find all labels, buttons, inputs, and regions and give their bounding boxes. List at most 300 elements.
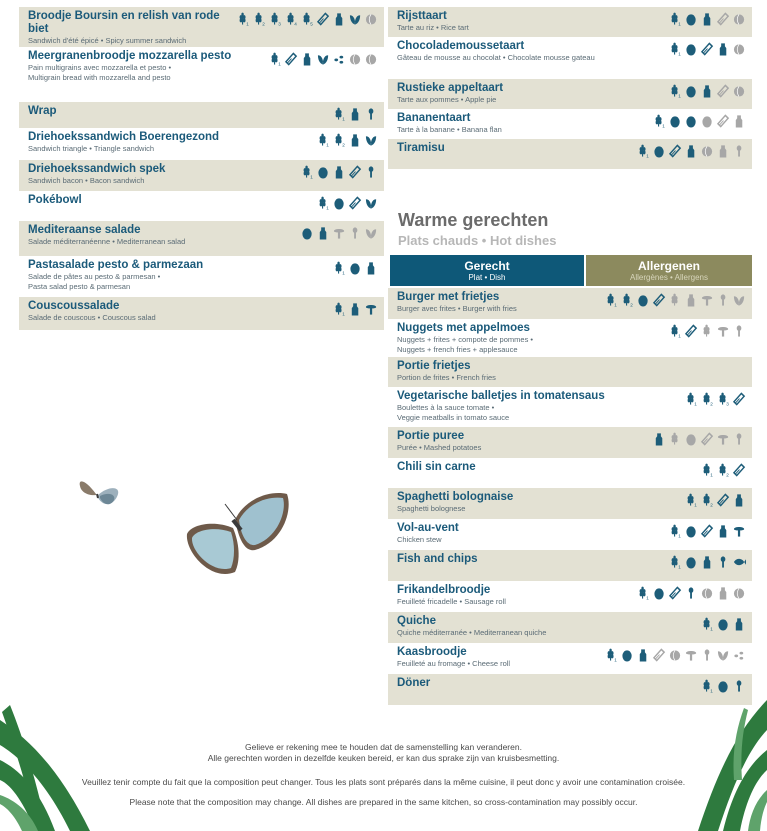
wheat-icon — [669, 524, 682, 538]
allergen-icons — [301, 224, 378, 240]
allergen-icons — [669, 40, 746, 56]
hot-dishes-subtitle: Plats chauds • Hot dishes — [398, 233, 557, 248]
svg-text:1: 1 — [614, 302, 617, 307]
egg-icon — [717, 617, 730, 631]
milk-carton-icon — [653, 293, 666, 307]
menu-row — [388, 357, 752, 387]
dish-translation: Portion de frites • French fries — [397, 373, 496, 382]
wheat-icon — [637, 586, 650, 600]
hot-dishes-table — [388, 288, 752, 705]
dish-translation: Tarte à la banane • Banana flan — [397, 125, 502, 134]
milk-carton-icon — [733, 463, 746, 477]
egg-icon — [637, 293, 650, 307]
milk-carton-icon — [717, 493, 730, 507]
milk-carton-icon — [685, 324, 698, 338]
menu-row — [388, 37, 752, 79]
svg-text:1: 1 — [678, 333, 681, 338]
celery-icon — [365, 165, 378, 179]
header-dish — [390, 255, 584, 286]
dish-text — [397, 553, 669, 566]
svg-text:1: 1 — [662, 123, 665, 128]
allergen-icons — [669, 553, 746, 569]
header-dish-sublabel: Plat • Dish — [468, 273, 506, 282]
svg-text:1: 1 — [694, 502, 697, 507]
nut-icon — [733, 42, 746, 56]
mustard-icon — [717, 432, 730, 446]
palm-leaf-left-icon — [0, 700, 100, 831]
dish-translation: Salade de couscous • Couscous salad — [28, 313, 156, 322]
wheat-icon — [669, 12, 682, 26]
header-allergens-sublabel: Allergènes • Allergens — [630, 273, 708, 282]
dish-text — [397, 491, 685, 514]
footer-english — [0, 797, 767, 808]
dish-translation: Burger avec frites • Burger with fries — [397, 304, 517, 313]
dish-name: Quiche — [397, 615, 436, 627]
dish-translation: Tarte aux pommes • Apple pie — [397, 95, 497, 104]
celery-icon — [717, 555, 730, 569]
allergen-icons — [637, 584, 746, 600]
milk-carton-icon — [701, 524, 714, 538]
dish-text — [397, 584, 637, 607]
footer-french-text: Veuillez tenir compte du fait que la composition peut changer. Tous les plats sont préparés dans la même cuisine, il peut donc y avoir une contamination croisée. — [81, 777, 686, 787]
leaf-icon — [717, 648, 730, 662]
svg-text:1: 1 — [694, 401, 697, 406]
small-butterfly-icon — [76, 476, 122, 512]
egg-icon — [301, 226, 314, 240]
dish-translation: Tarte au riz • Rice tart — [397, 23, 469, 32]
dish-text — [397, 10, 669, 33]
menu-row — [388, 581, 752, 612]
svg-text:1: 1 — [646, 595, 649, 600]
milk-carton-icon — [669, 144, 682, 158]
menu-row — [19, 47, 384, 102]
egg-icon — [685, 114, 698, 128]
dish-translation: Sandwich triangle • Triangle sandwich — [28, 144, 155, 153]
dish-text — [397, 390, 685, 423]
wheat-icon — [717, 463, 730, 477]
celery-icon — [733, 324, 746, 338]
svg-text:1: 1 — [710, 472, 713, 477]
milk-bottle-icon — [717, 524, 730, 538]
sesame-icon — [733, 648, 746, 662]
milk-bottle-icon — [333, 12, 346, 26]
nut-icon — [733, 586, 746, 600]
svg-text:1: 1 — [678, 533, 681, 538]
dish-name: Kaasbroodje — [397, 646, 467, 658]
dish-name: Mediteraanse salade — [28, 224, 141, 236]
dish-text — [28, 259, 333, 292]
dish-name: Couscoussalade — [28, 300, 120, 312]
dish-text — [28, 194, 317, 207]
wheat-icon — [333, 107, 346, 121]
allergen-icons — [653, 112, 746, 128]
allergen-icons — [669, 10, 746, 26]
menu-row — [19, 7, 384, 47]
header-allergens — [586, 255, 752, 286]
dish-text — [28, 131, 317, 154]
celery-icon — [701, 648, 714, 662]
wheat-icon — [669, 293, 682, 307]
dessert-table — [388, 7, 752, 169]
wheat-icon — [701, 324, 714, 338]
dish-text — [397, 40, 669, 63]
dish-translation: Feuilleté fricadelle • Sausage roll — [397, 597, 506, 606]
allergen-icons — [669, 322, 746, 338]
dish-name: Vegetarische balletjes in tomatensaus — [397, 390, 605, 402]
milk-bottle-icon — [637, 648, 650, 662]
dish-text — [397, 82, 669, 105]
leaf-icon — [349, 12, 362, 26]
svg-text:1: 1 — [246, 21, 249, 26]
sandwich-table — [19, 7, 384, 330]
mustard-icon — [685, 648, 698, 662]
menu-row — [388, 319, 752, 357]
wheat-icon — [605, 293, 618, 307]
svg-text:2: 2 — [726, 472, 729, 477]
milk-bottle-icon — [701, 555, 714, 569]
milk-bottle-icon — [349, 107, 362, 121]
menu-row — [388, 109, 752, 139]
menu-row — [388, 488, 752, 519]
svg-text:2: 2 — [710, 502, 713, 507]
dish-name: Burger met frietjes — [397, 291, 500, 303]
dish-translation: Gâteau de mousse au chocolat • Chocolate mousse gateau — [397, 53, 595, 62]
dish-text — [397, 430, 653, 453]
menu-row — [388, 519, 752, 550]
svg-text:1: 1 — [678, 51, 681, 56]
svg-text:1: 1 — [710, 626, 713, 631]
egg-icon — [333, 196, 346, 210]
wheat-icon — [701, 463, 714, 477]
dish-text — [397, 615, 701, 638]
egg-icon — [685, 12, 698, 26]
footer-english-text: Please note that the composition may change. All dishes are prepared in the same kitchen, so cross-contamination may possibly occur. — [129, 797, 638, 807]
celery-icon — [733, 432, 746, 446]
milk-carton-icon — [717, 114, 730, 128]
svg-text:1: 1 — [342, 270, 345, 275]
menu-row — [388, 139, 752, 169]
menu-row — [19, 221, 384, 256]
footer-dutch — [0, 742, 767, 764]
dish-name: Fish and chips — [397, 553, 478, 565]
svg-text:2: 2 — [262, 21, 265, 26]
dish-name: Pastasalade pesto & parmezaan — [28, 259, 204, 271]
nut-icon — [733, 12, 746, 26]
allergen-icons — [653, 430, 746, 446]
dish-translation: Pain multigrains avec mozzarella et pesto • Multigrain bread with mozzarella and pesto — [28, 63, 172, 82]
nut-icon — [349, 52, 362, 66]
egg-icon — [685, 432, 698, 446]
milk-bottle-icon — [717, 144, 730, 158]
dish-text — [28, 224, 301, 247]
wheat-icon — [653, 114, 666, 128]
leaf-icon — [317, 52, 330, 66]
dish-translation: Chicken stew — [397, 535, 442, 544]
menu-row — [19, 191, 384, 221]
dish-text — [397, 142, 637, 155]
wheat-icon — [301, 165, 314, 179]
wheat-icon — [685, 392, 698, 406]
menu-row — [19, 102, 384, 128]
milk-bottle-icon — [685, 144, 698, 158]
dish-text — [397, 677, 701, 690]
svg-text:3: 3 — [726, 401, 729, 406]
celery-icon — [733, 144, 746, 158]
svg-text:1: 1 — [614, 657, 617, 662]
allergen-icons — [637, 142, 746, 158]
milk-bottle-icon — [349, 133, 362, 147]
egg-icon — [653, 144, 666, 158]
milk-bottle-icon — [701, 84, 714, 98]
milk-bottle-icon — [685, 293, 698, 307]
menu-row — [19, 128, 384, 160]
wheat-icon — [701, 493, 714, 507]
egg-icon — [701, 114, 714, 128]
milk-bottle-icon — [349, 302, 362, 316]
nut-icon — [669, 648, 682, 662]
svg-text:2: 2 — [342, 142, 345, 147]
svg-text:2: 2 — [710, 401, 713, 406]
egg-icon — [349, 261, 362, 275]
wheat-icon — [605, 648, 618, 662]
hot-dishes-title: Warme gerechten — [398, 210, 549, 230]
celery-icon — [717, 293, 730, 307]
wheat-icon — [701, 392, 714, 406]
svg-text:5: 5 — [310, 21, 313, 26]
allergen-icons — [685, 390, 746, 406]
milk-bottle-icon — [733, 617, 746, 631]
dish-text — [397, 461, 701, 474]
allergen-icons — [333, 105, 378, 121]
milk-carton-icon — [349, 165, 362, 179]
dish-text — [28, 105, 333, 118]
allergen-icons — [333, 259, 378, 275]
wheat-icon — [237, 12, 250, 26]
header-allergens-label: Allergenen — [637, 259, 700, 273]
dish-text — [397, 646, 605, 669]
menu-row — [388, 612, 752, 643]
leaf-icon — [733, 293, 746, 307]
egg-icon — [685, 524, 698, 538]
svg-text:1: 1 — [342, 311, 345, 316]
footer-dutch-text: Gelieve er rekening mee te houden dat de samenstelling kan veranderen. Alle gerechten worden in dezelfde keuken bereid, er kan dus sprake zijn van kruisbesmetting. — [207, 742, 560, 763]
wheat-icon — [669, 84, 682, 98]
milk-bottle-icon — [365, 261, 378, 275]
allergen-icons — [685, 491, 746, 507]
dish-name: Bananentaart — [397, 112, 471, 124]
footer-french — [0, 777, 767, 788]
allergen-icons — [317, 194, 378, 210]
mustard-icon — [733, 524, 746, 538]
wheat-icon — [717, 392, 730, 406]
milk-carton-icon — [653, 648, 666, 662]
svg-text:1: 1 — [326, 205, 329, 210]
milk-bottle-icon — [717, 586, 730, 600]
milk-carton-icon — [701, 432, 714, 446]
dish-text — [397, 112, 653, 135]
allergen-icons — [701, 615, 746, 631]
dish-name: Wrap — [28, 105, 57, 117]
milk-bottle-icon — [733, 493, 746, 507]
dish-text — [397, 522, 669, 545]
wheat-icon — [317, 196, 330, 210]
svg-text:1: 1 — [678, 21, 681, 26]
milk-bottle-icon — [701, 12, 714, 26]
wheat-icon — [685, 493, 698, 507]
wheat-icon — [333, 261, 346, 275]
milk-carton-icon — [717, 84, 730, 98]
dish-translation: Spaghetti bolognese — [397, 504, 466, 513]
mustard-icon — [365, 302, 378, 316]
nut-icon — [365, 52, 378, 66]
dish-text — [397, 291, 605, 314]
dish-text — [397, 322, 669, 355]
milk-carton-icon — [717, 12, 730, 26]
milk-bottle-icon — [317, 226, 330, 240]
dish-translation: Boulettes à la sauce tomate • Veggie meatballs in tomato sauce — [397, 403, 510, 422]
egg-icon — [685, 555, 698, 569]
wheat-icon — [669, 432, 682, 446]
svg-text:3: 3 — [278, 21, 281, 26]
milk-bottle-icon — [301, 52, 314, 66]
egg-icon — [685, 42, 698, 56]
dish-name: Chili sin carne — [397, 461, 476, 473]
milk-carton-icon — [285, 52, 298, 66]
dish-name: Meergranenbroodje mozzarella pesto — [28, 50, 232, 62]
milk-bottle-icon — [717, 42, 730, 56]
wheat-icon — [253, 12, 266, 26]
wheat-icon — [269, 52, 282, 66]
dish-name: Driehoekssandwich spek — [28, 163, 166, 175]
milk-carton-icon — [733, 392, 746, 406]
svg-text:1: 1 — [678, 93, 681, 98]
dish-name: Spaghetti bolognaise — [397, 491, 514, 503]
allergen-icons — [701, 461, 746, 477]
dish-name: Döner — [397, 677, 431, 689]
dish-name: Chocolademoussetaart — [397, 40, 525, 52]
menu-row — [388, 288, 752, 319]
menu-row — [388, 427, 752, 458]
svg-text:1: 1 — [710, 688, 713, 693]
nut-icon — [365, 12, 378, 26]
allergen-icons — [333, 300, 378, 316]
wheat-icon — [701, 617, 714, 631]
wheat-icon — [301, 12, 314, 26]
milk-carton-icon — [317, 12, 330, 26]
svg-text:4: 4 — [294, 21, 297, 26]
allergen-icons — [669, 522, 746, 538]
dish-translation: Salade méditerranéenne • Mediterranean salad — [28, 237, 186, 246]
allergen-icons — [605, 291, 746, 307]
wheat-icon — [285, 12, 298, 26]
milk-carton-icon — [701, 42, 714, 56]
nut-icon — [733, 84, 746, 98]
dish-text — [28, 300, 333, 323]
menu-row — [388, 643, 752, 674]
leaf-icon — [365, 196, 378, 210]
milk-carton-icon — [349, 196, 362, 210]
mustard-icon — [717, 324, 730, 338]
nut-icon — [701, 586, 714, 600]
dish-translation: Purée • Mashed potatoes — [397, 443, 482, 452]
mustard-icon — [701, 293, 714, 307]
dish-text — [28, 50, 269, 83]
menu-row — [388, 387, 752, 427]
menu-row — [388, 458, 752, 488]
celery-icon — [685, 586, 698, 600]
dish-name: Portie frietjes — [397, 360, 471, 372]
svg-text:1: 1 — [342, 116, 345, 121]
egg-icon — [317, 165, 330, 179]
dish-translation: Feuilleté au fromage • Cheese roll — [397, 659, 511, 668]
menu-row — [388, 550, 752, 581]
mustard-icon — [333, 226, 346, 240]
svg-text:1: 1 — [326, 142, 329, 147]
dish-name: Broodje Boursin en relish van rode biet — [28, 10, 220, 35]
dish-name: Nuggets met appelmoes — [397, 322, 530, 334]
wheat-icon — [333, 302, 346, 316]
egg-icon — [621, 648, 634, 662]
egg-icon — [685, 84, 698, 98]
sesame-icon — [333, 52, 346, 66]
menu-row — [19, 256, 384, 297]
milk-bottle-icon — [653, 432, 666, 446]
dish-name: Tiramisu — [397, 142, 445, 154]
allergen-icons — [301, 163, 378, 179]
svg-text:1: 1 — [310, 174, 313, 179]
menu-row — [19, 160, 384, 191]
wheat-icon — [333, 133, 346, 147]
allergen-icons — [317, 131, 378, 147]
svg-text:2: 2 — [630, 302, 633, 307]
nut-icon — [701, 144, 714, 158]
dish-translation: Nuggets + frites + compote de pommes • Nuggets + french fries + applesauce — [397, 335, 534, 354]
wheat-icon — [669, 324, 682, 338]
dish-name: Vol-au-vent — [397, 522, 459, 534]
allergen-icons — [237, 10, 378, 26]
milk-bottle-icon — [333, 165, 346, 179]
header-dish-label: Gerecht — [464, 259, 510, 273]
milk-bottle-icon — [733, 114, 746, 128]
dish-name: Rustieke appeltaart — [397, 82, 504, 94]
fish-icon — [733, 555, 746, 569]
dish-text — [397, 360, 746, 383]
dish-name: Driehoekssandwich Boerengezond — [28, 131, 220, 143]
svg-text:1: 1 — [646, 153, 649, 158]
wheat-icon — [621, 293, 634, 307]
dish-name: Pokébowl — [28, 194, 82, 206]
dish-name: Portie puree — [397, 430, 465, 442]
dish-translation: Sandwich bacon • Bacon sandwich — [28, 176, 145, 185]
allergen-icons — [669, 82, 746, 98]
celery-icon — [349, 226, 362, 240]
menu-row — [388, 7, 752, 37]
allergen-icons — [269, 50, 378, 66]
svg-text:1: 1 — [678, 564, 681, 569]
allergen-icons — [605, 646, 746, 662]
leaf-icon — [365, 133, 378, 147]
milk-carton-icon — [669, 586, 682, 600]
dish-text — [28, 10, 237, 46]
leaf-icon — [365, 226, 378, 240]
dish-name: Frikandelbroodje — [397, 584, 491, 596]
menu-row — [388, 79, 752, 109]
wheat-icon — [317, 133, 330, 147]
dish-translation: Sandwich d'été épicé • Spicy summer sandwich — [28, 36, 187, 45]
egg-icon — [669, 114, 682, 128]
wheat-icon — [637, 144, 650, 158]
dish-name: Rijsttaart — [397, 10, 447, 22]
